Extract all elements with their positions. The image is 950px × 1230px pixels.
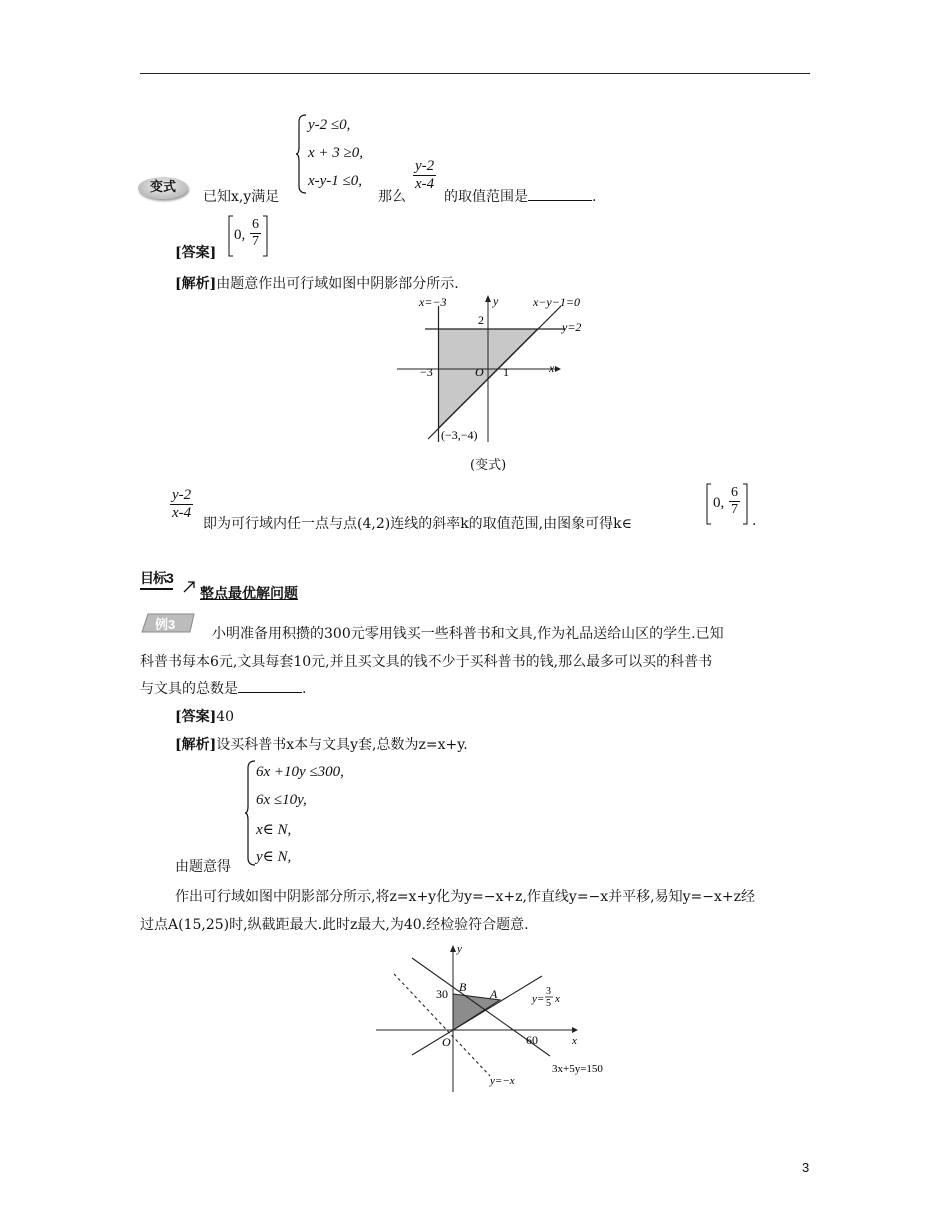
analysis3-ineq-4: y∈ N, bbox=[256, 849, 292, 865]
analysis3-lead: 由题意得 bbox=[175, 859, 231, 875]
variant-suffix-text: 的取值范围是 bbox=[444, 189, 528, 205]
variant-frac-den: x-4 bbox=[415, 176, 435, 192]
example3-line2: 科普书每本6元,文具每套10元,并且买文具的钱不少于买科普书的钱,那么最多可以买的科普书 bbox=[140, 654, 713, 670]
label-30: 30 bbox=[436, 987, 448, 1001]
example3-line1: 小明准备用积攒的300元零用钱买一些科普书和文具,作为礼品送给山区的学生.已知 bbox=[212, 626, 724, 642]
label-y-eq-2: y=2 bbox=[562, 320, 582, 334]
label-x-eq-m3: x=−3 bbox=[419, 295, 447, 309]
analysis1-int-fraction bbox=[729, 485, 740, 518]
analysis1-line bbox=[175, 273, 459, 293]
analysis3-text: 设买科普书x本与文具y套,总数为z=x+y. bbox=[216, 737, 468, 753]
variant-fraction bbox=[413, 158, 436, 193]
label-x-axis-3: x bbox=[572, 1035, 577, 1047]
label-origin-3: O bbox=[442, 1035, 451, 1049]
label-y-neg-x: y=−x bbox=[490, 1075, 515, 1087]
variant-period: . bbox=[592, 189, 597, 205]
label-origin-1: O bbox=[475, 365, 484, 379]
variant-ineq-2: x + 3 ≥0, bbox=[308, 145, 364, 161]
analysis3-ineq-2: 6x ≤10y, bbox=[256, 792, 307, 808]
answer1-interval bbox=[228, 215, 268, 257]
line-y-3-5x bbox=[412, 976, 545, 1055]
x-axis-arrow-3 bbox=[572, 1027, 578, 1033]
label-60: 60 bbox=[526, 1033, 538, 1047]
example3-line3 bbox=[140, 678, 306, 698]
figure-example3 bbox=[372, 938, 622, 1096]
label-y-eq: y= bbox=[532, 993, 545, 1005]
variant-badge: 变式 bbox=[138, 177, 188, 199]
answer3-value: 40 bbox=[216, 709, 235, 725]
variant-answer-blank bbox=[528, 188, 592, 201]
target3-arrow-icon bbox=[182, 580, 202, 594]
example3-line3-text: 与文具的总数是 bbox=[140, 681, 238, 697]
analysis1-frac-den: x-4 bbox=[172, 505, 192, 521]
label-frac-den: 5 bbox=[546, 998, 551, 1009]
label-tick-2: 2 bbox=[478, 313, 484, 327]
example3-line3-end: . bbox=[302, 681, 307, 697]
variant-brace bbox=[296, 114, 308, 194]
analysis1-int-left: 0, bbox=[713, 495, 725, 511]
analysis1-line2-period: . bbox=[752, 513, 757, 529]
y-axis-arrow-1 bbox=[485, 295, 491, 302]
example3-badge-text: 例3 bbox=[155, 617, 176, 632]
answer1-frac-den: 7 bbox=[252, 234, 259, 249]
label-B: B bbox=[459, 980, 467, 994]
label-x-y-1: x−y−1=0 bbox=[533, 295, 580, 309]
answer1-fraction bbox=[250, 217, 261, 250]
analysis1-frac-num: y-2 bbox=[172, 487, 192, 503]
target3-tag: 目标3 bbox=[140, 568, 173, 590]
figure-variant bbox=[395, 292, 595, 450]
answer3-label: [答案] bbox=[175, 709, 217, 725]
analysis3-line bbox=[175, 734, 468, 754]
answer1-frac-num: 6 bbox=[252, 217, 259, 232]
analysis3-para1: 作出可行域如图中阴影部分所示,将z=x+y化为y=−x+z,作直线y=−x并平移,易知y=−x+z经 bbox=[175, 889, 756, 905]
answer1-label: [答案] bbox=[175, 245, 217, 261]
variant-ineq-3: x-y-1 ≤0, bbox=[308, 173, 363, 189]
label-x-axis-1: x bbox=[549, 361, 555, 375]
label-y-axis-3: y bbox=[457, 943, 462, 955]
analysis1-int-frac-den: 7 bbox=[731, 502, 738, 517]
analysis1-line2: 即为可行域内任一点与点(4,2)连线的斜率k的取值范围,由图象可得k∈ bbox=[203, 516, 632, 532]
page-number: 3 bbox=[802, 1160, 810, 1175]
analysis1-fraction bbox=[170, 487, 193, 522]
label-frac-num: 3 bbox=[546, 986, 551, 997]
answer3-line bbox=[175, 706, 234, 726]
analysis1-interval bbox=[706, 483, 748, 525]
figure-variant-caption: (变式) bbox=[470, 458, 507, 473]
analysis3-ineq-1: 6x +10y ≤300, bbox=[256, 764, 344, 780]
target3-title: 整点最优解问题 bbox=[200, 586, 298, 602]
header-rule bbox=[140, 73, 810, 74]
variant-prefix: 已知x,y满足 bbox=[203, 189, 280, 205]
example3-answer-blank bbox=[238, 680, 302, 693]
analysis1-int-frac-num: 6 bbox=[731, 485, 738, 500]
analysis1-text: 由题意作出可行域如图中阴影部分所示. bbox=[216, 276, 459, 292]
label-3x-5y-150: 3x+5y=150 bbox=[552, 1063, 603, 1075]
variant-ineq-1: y-2 ≤0, bbox=[308, 117, 351, 133]
analysis3-label: [解析] bbox=[175, 737, 217, 753]
x-axis-arrow-1 bbox=[555, 366, 561, 372]
variant-then: 那么 bbox=[378, 189, 406, 205]
variant-frac-num: y-2 bbox=[415, 158, 435, 174]
label-A: A bbox=[490, 987, 498, 1001]
label-tick-m3: −3 bbox=[420, 365, 433, 379]
label-tick-1: 1 bbox=[503, 365, 509, 379]
variant-suffix bbox=[444, 186, 596, 206]
label-y-axis-1: y bbox=[493, 294, 499, 308]
analysis3-para2: 过点A(15,25)时,纵截距最大.此时z最大,为40.经检验符合题意. bbox=[140, 917, 529, 933]
analysis3-ineq-3: x∈ N, bbox=[256, 822, 292, 838]
example3-badge bbox=[140, 612, 200, 634]
label-frac-x: x bbox=[555, 993, 560, 1005]
analysis1-label: [解析] bbox=[175, 276, 217, 292]
y-axis-arrow-3 bbox=[450, 945, 456, 952]
answer1-left: 0, bbox=[234, 227, 246, 243]
label-point-m3m4: (−3,−4) bbox=[441, 428, 478, 442]
